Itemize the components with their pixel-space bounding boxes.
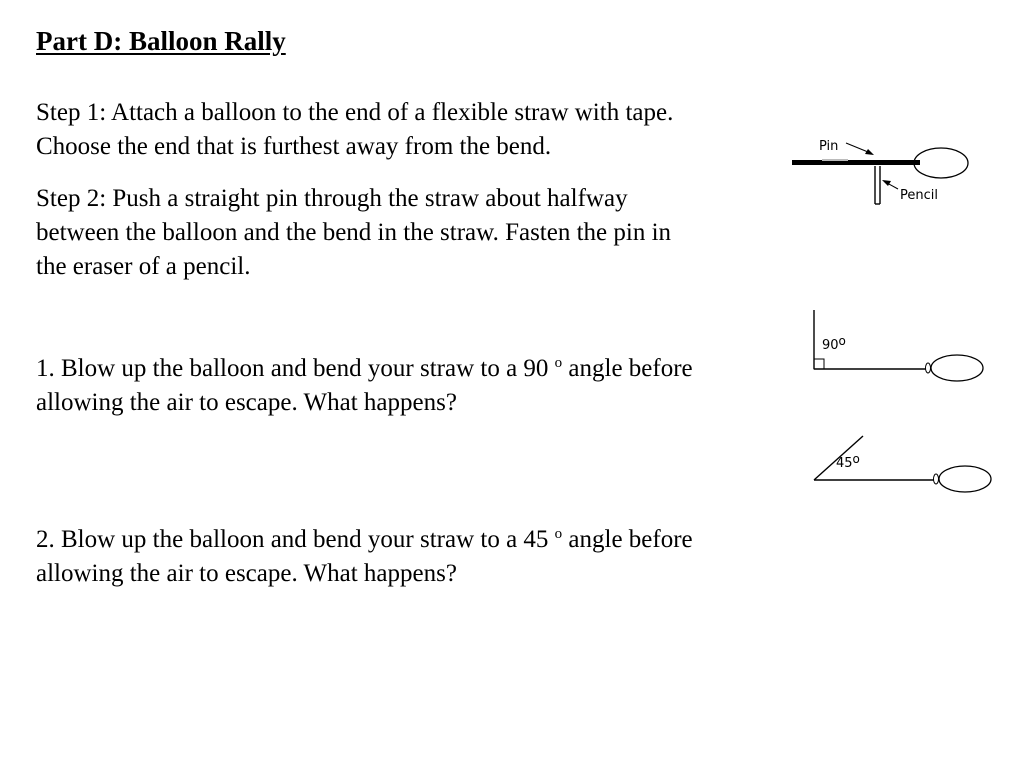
- page-title: Part D: Balloon Rally: [36, 26, 286, 56]
- step-2-line-1: Step 2: Push a straight pin through the straw about halfway: [36, 185, 628, 212]
- ninety-degree-diagram: [808, 305, 988, 385]
- pin-pencil-diagram: [788, 130, 978, 212]
- step-1-text: [36, 96, 776, 164]
- pencil-arrowhead: [882, 180, 891, 186]
- question-1-line-1: [36, 355, 693, 382]
- balloon: [914, 148, 968, 178]
- straw: [792, 160, 920, 165]
- forty-five-degree-diagram: [808, 430, 998, 500]
- step-2-line-2: between the balloon and the bend in the straw. Fasten the pin in: [36, 219, 672, 246]
- angle-label-90: 90o: [822, 334, 846, 353]
- balloon: [931, 355, 983, 381]
- balloon-knot: [934, 474, 939, 484]
- angle-label-45: 45o: [836, 452, 860, 471]
- question-1-line-2: allowing the air to escape. What happens?: [36, 389, 457, 416]
- step-2-line-3: the eraser of a pencil.: [36, 253, 251, 280]
- question-2-line-2: allowing the air to escape. What happens?: [36, 560, 457, 587]
- pin-arrow: [846, 143, 868, 152]
- balloon-knot: [926, 363, 931, 373]
- pin-arrowhead: [865, 149, 874, 155]
- question-1-text-before: 1. Blow up the balloon and bend your straw to a 90: [36, 355, 549, 382]
- question-2: [36, 523, 796, 591]
- question-2-degree-symbol: o: [554, 526, 563, 542]
- question-1: [36, 352, 796, 420]
- pin-label: Pin: [819, 139, 839, 154]
- question-2-line-1: [36, 526, 693, 553]
- balloon: [939, 466, 991, 492]
- right-angle-marker: [814, 359, 824, 369]
- question-2-text-after: angle before: [562, 526, 693, 553]
- pencil-label: Pencil: [900, 188, 938, 203]
- pin-shaft: [822, 159, 848, 161]
- question-2-text-before: 2. Blow up the balloon and bend your straw to a 45: [36, 526, 549, 553]
- step-1-line-2: Choose the end that is furthest away from the bend.: [36, 133, 552, 160]
- question-1-text-after: angle before: [562, 355, 693, 382]
- question-1-degree-symbol: o: [554, 355, 563, 371]
- step-1-line-1: Step 1: Attach a balloon to the end of a flexible straw with tape.: [36, 99, 674, 126]
- step-2-text: [36, 182, 776, 284]
